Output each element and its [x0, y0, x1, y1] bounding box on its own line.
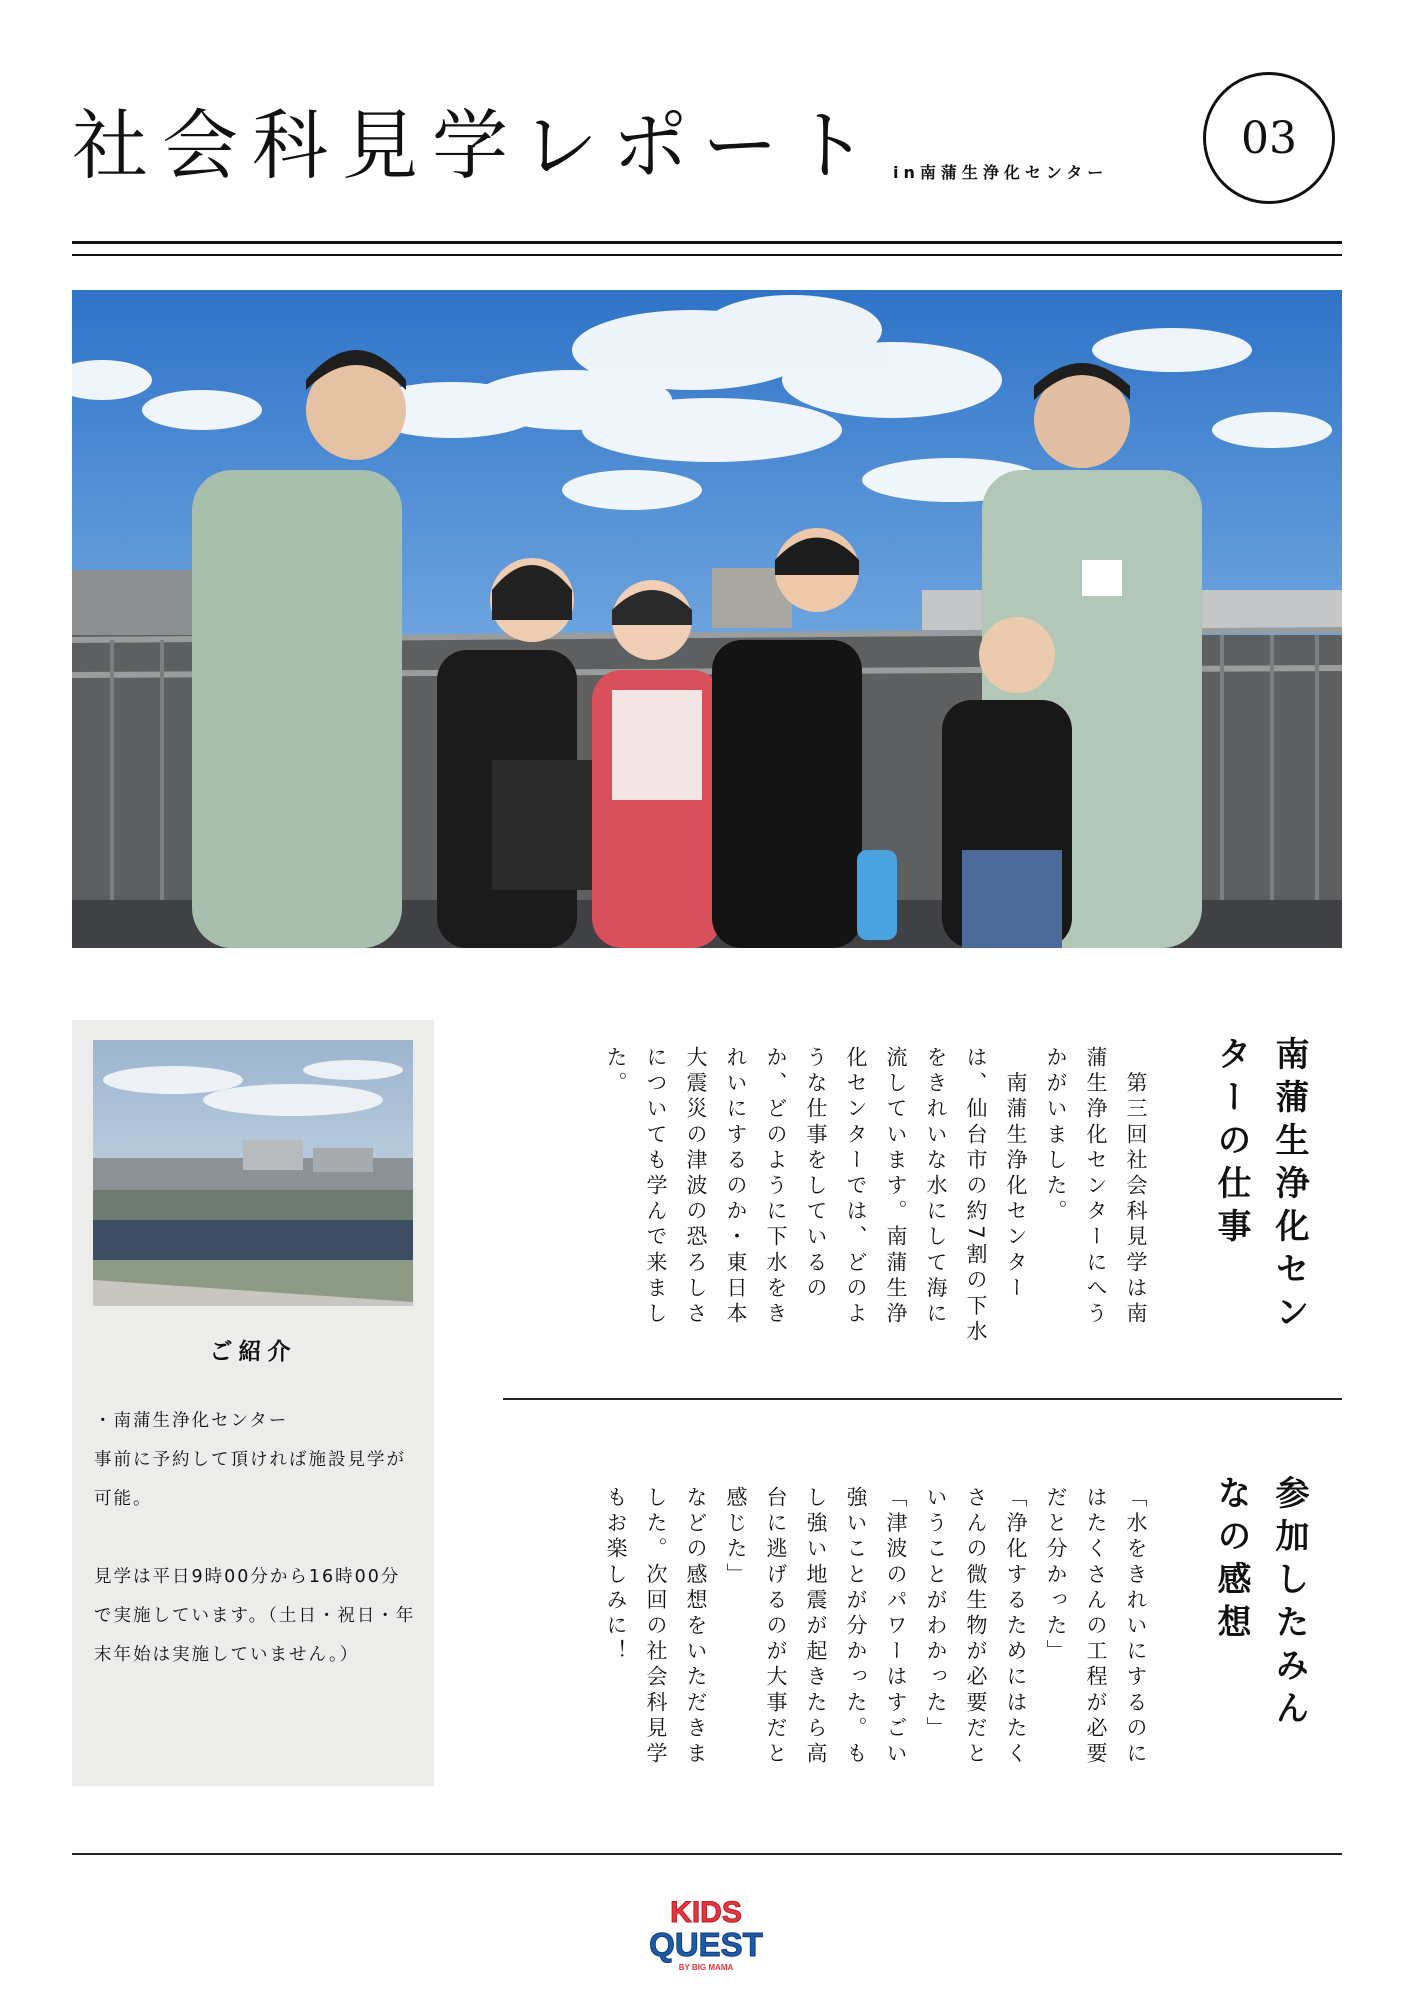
section2-paragraph: 「津波のパワーはすごい強いことが分かった。もし強い地震が起きたら高台に逃げるのが大事だと感じた」	[724, 1486, 908, 1768]
section2-paragraph: 「浄化するためにはたくさんの微生物が必要だということがわかった」	[924, 1486, 1028, 1768]
page-title: 社会科見学レポート	[72, 101, 882, 190]
facility-photo	[93, 1040, 413, 1306]
header-rule-top	[72, 241, 1342, 244]
section1-paragraph: 南蒲生浄化センターは、仙台市の約7割の下水をきれいな水にして海に流しています。南蒲生浄化センターでは、どのような仕事をしているのか、どのように下水をきれいにするのか・東日本大震災の津波の恐ろしさについても学んで来ました。	[604, 1046, 1028, 1346]
sidebar-paragraph: 見学は平日9時00分から16時00分で実施しています。（土日・祝日・年末年始は実施していません。）	[94, 1567, 416, 1665]
logo-line1: KIDS	[670, 1896, 742, 1929]
section2-body	[596, 1486, 1156, 1786]
section1-heading: 南蒲生浄化センターの仕事	[1211, 1036, 1309, 1337]
issue-number: 03	[1241, 112, 1297, 164]
section1-body	[596, 1046, 1156, 1346]
footer-rule	[72, 1853, 1342, 1855]
section2-heading: 参加したみんなの感想	[1211, 1475, 1309, 1733]
hero-photo	[72, 290, 1342, 948]
sidebar-body	[94, 1402, 418, 1714]
section1-paragraph: 第三回社会科見学は南蒲生浄化センターにへうかがいました。	[1044, 1046, 1148, 1328]
sidebar-heading: ご紹介	[209, 1339, 297, 1365]
sidebar-paragraph: ・南蒲生浄化センター 事前に予約して頂ければ施設見学が可能。	[94, 1411, 406, 1509]
logo-line2: QUEST	[649, 1926, 763, 1963]
header-rule-bottom	[72, 254, 1342, 256]
issue-number-badge	[1203, 72, 1335, 204]
section2-paragraph: などの感想をいただきました。次回の社会科見学もお楽しみに！	[604, 1486, 708, 1768]
logo-byline: BY BIG MAMA	[678, 1963, 734, 1972]
section-divider	[503, 1398, 1342, 1400]
page-subtitle: in南蒲生浄化センター	[893, 163, 1109, 182]
section2-paragraph: 「水をきれいにするのにはたくさんの工程が必要だと分かった」	[1044, 1486, 1148, 1768]
kids-quest-logo	[633, 1892, 779, 1972]
